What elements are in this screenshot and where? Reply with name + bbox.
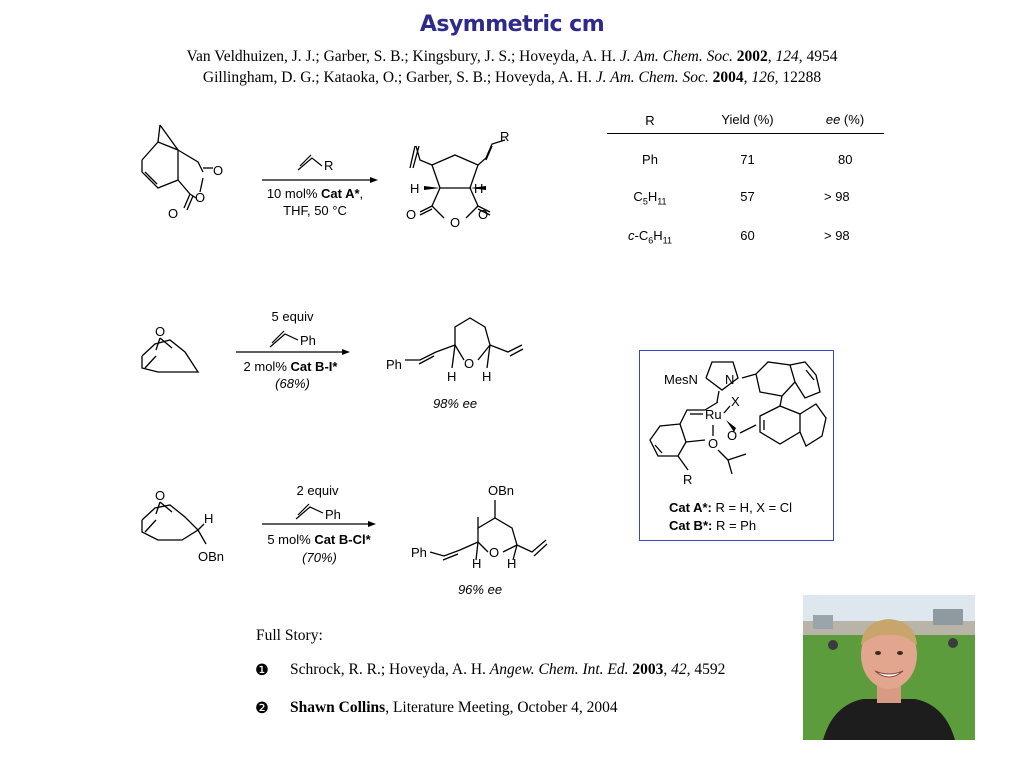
- table-header-r: R: [645, 113, 655, 128]
- conditions-2: [228, 359, 353, 374]
- ref1-volume: 124: [775, 48, 799, 65]
- atom-o: O: [155, 324, 166, 339]
- table-row-1-ee: 80: [838, 152, 853, 167]
- item1-authors: Schrock, R. R.; Hoveyda, A. H.: [290, 661, 486, 678]
- r-prefix: c: [628, 228, 635, 243]
- atom-o: O: [489, 545, 500, 560]
- slide-title: Asymmetric cm: [419, 12, 605, 37]
- item1-year: 2003: [632, 661, 664, 678]
- conditions-1-line2: THF, 50 °C: [283, 203, 347, 218]
- table-header-ee: [805, 112, 885, 127]
- r-sub-2: 11: [662, 235, 672, 246]
- table-row-3-yield: 60: [740, 228, 755, 243]
- atom-h: H: [472, 556, 482, 571]
- ref1-page: 4954: [806, 48, 838, 65]
- ref2-authors: Gillingham, D. G.; Kataoka, O.; Garber, S. B.; Hoveyda, A. H.: [202, 69, 592, 86]
- atom-ph: Ph: [386, 357, 402, 372]
- equiv-3: 2 equiv: [296, 483, 339, 498]
- loading: 5 mol%: [267, 532, 315, 547]
- atom-h: H: [447, 369, 457, 384]
- atom-o: O: [727, 428, 738, 443]
- atom-o: O: [708, 436, 719, 451]
- bullet-1: ❶: [255, 662, 269, 679]
- item2-rest: , Literature Meeting, October 4, 2004: [385, 699, 618, 716]
- atom-o: O: [464, 356, 475, 371]
- atom-x: X: [731, 394, 740, 409]
- cat-b-label: Cat B*:: [669, 518, 713, 533]
- ref1-authors: Van Veldhuizen, J. J.; Garber, S. B.; Kingsbury, J. S.; Hoveyda, A. H.: [186, 48, 617, 65]
- catalyst-name: Cat A*: [321, 186, 360, 201]
- reagent-r: R: [324, 158, 334, 173]
- item1-page: 4592: [694, 661, 726, 678]
- atom-n: N: [725, 372, 735, 387]
- atom-ph: Ph: [411, 545, 427, 560]
- reference-2: Gillingham, D. G.; Kataoka, O.; Garber, S. B.; Hoveyda, A. H. J. Am. Chem. Soc. 2004, 126, 12288: [202, 69, 822, 86]
- ee-unit: (%): [840, 112, 865, 127]
- r-sub-2: 11: [657, 196, 667, 207]
- atom-o: O: [195, 190, 206, 205]
- atom-o: O: [213, 163, 224, 178]
- item1-volume: 42: [671, 661, 687, 678]
- r-sub-1: 5: [642, 196, 648, 207]
- r-atom-c: C: [633, 189, 643, 204]
- cat-b-def: R = Ph: [712, 518, 757, 533]
- atom-obn: OBn: [198, 549, 225, 564]
- table-row-3-ee: > 98: [824, 228, 850, 243]
- atom-h: H: [507, 556, 517, 571]
- ref2-volume: 126: [751, 69, 775, 86]
- bullet-2: ❷: [255, 700, 269, 717]
- cat-a-def: R = H, X = Cl: [711, 500, 793, 515]
- atom-r: R: [500, 129, 510, 144]
- atom-obn: OBn: [488, 483, 515, 498]
- loading: 2 mol%: [243, 359, 291, 374]
- conditions-1: [250, 186, 380, 201]
- reagent-ph: Ph: [300, 333, 316, 348]
- item1-journal: Angew. Chem. Int. Ed.: [489, 661, 629, 678]
- ru-catalyst-structure: [0, 0, 1, 1]
- ref1-year: 2002: [736, 48, 768, 65]
- atom-o: O: [155, 488, 166, 503]
- cat-a-label: Cat A*:: [669, 500, 712, 515]
- reagent-ph: Ph: [325, 507, 341, 522]
- atom-o: O: [406, 207, 417, 222]
- ref2-journal: J. Am. Chem. Soc.: [595, 69, 709, 86]
- atom-o: O: [450, 215, 461, 230]
- ref2-page: 12288: [782, 69, 822, 86]
- cat-b-definition: [669, 518, 756, 533]
- atom-o: O: [168, 206, 179, 221]
- conditions-3: [255, 532, 383, 547]
- atom-h: H: [410, 181, 420, 196]
- ee-2: 98% ee: [432, 396, 478, 411]
- table-header-divider: [607, 133, 884, 134]
- full-story-item-2: [290, 699, 618, 717]
- cat-a-definition: [669, 500, 792, 515]
- atom-mesn: MesN: [664, 372, 698, 387]
- ee-italic: ee: [825, 112, 841, 127]
- table-row-3-r: [610, 228, 690, 246]
- atom-h: H: [482, 369, 492, 384]
- ref2-year: 2004: [712, 69, 744, 86]
- catalyst-name: Cat B-I*: [290, 359, 338, 374]
- ref1-journal: J. Am. Chem. Soc.: [619, 48, 733, 65]
- equiv-2: 5 equiv: [271, 309, 314, 324]
- full-story-item-1: Schrock, R. R.; Hoveyda, A. H. Angew. Chem. Int. Ed. 2003, 42, 4592: [290, 661, 726, 678]
- atom-o: O: [478, 207, 489, 222]
- atom-r: R: [683, 472, 693, 487]
- table-row-1-r: [620, 152, 680, 167]
- portrait-photo: [803, 595, 975, 740]
- item2-name: Shawn Collins: [290, 699, 386, 716]
- table-row-1-yield: 71: [740, 152, 755, 167]
- yield-2: (68%): [275, 376, 310, 391]
- r-atom-h: H: [653, 228, 663, 243]
- r-atom-c: -C: [634, 228, 649, 243]
- yield-3: (70%): [302, 550, 337, 565]
- full-story-heading: Full Story:: [256, 627, 323, 644]
- catalyst-name: Cat B-Cl*: [314, 532, 371, 547]
- r-sub-1: 6: [648, 235, 654, 246]
- table-row-2-yield: 57: [740, 189, 755, 204]
- atom-ru: Ru: [705, 407, 722, 422]
- reference-1: Van Veldhuizen, J. J.; Garber, S. B.; Kingsbury, J. S.; Hoveyda, A. H. J. Am. Chem. Soc. 2002, 124, 4954: [186, 48, 838, 65]
- r-atom-h: H: [647, 189, 658, 204]
- comma: ,: [359, 186, 364, 201]
- loading: 10 mol%: [266, 186, 322, 201]
- table-header-yield: Yield (%): [721, 112, 774, 127]
- r-value: Ph: [642, 152, 658, 167]
- table-row-2-r: [615, 189, 685, 207]
- atom-h: H: [204, 511, 214, 526]
- ee-3: 96% ee: [457, 582, 503, 597]
- atom-h: H: [474, 181, 484, 196]
- table-row-2-ee: > 98: [824, 189, 850, 204]
